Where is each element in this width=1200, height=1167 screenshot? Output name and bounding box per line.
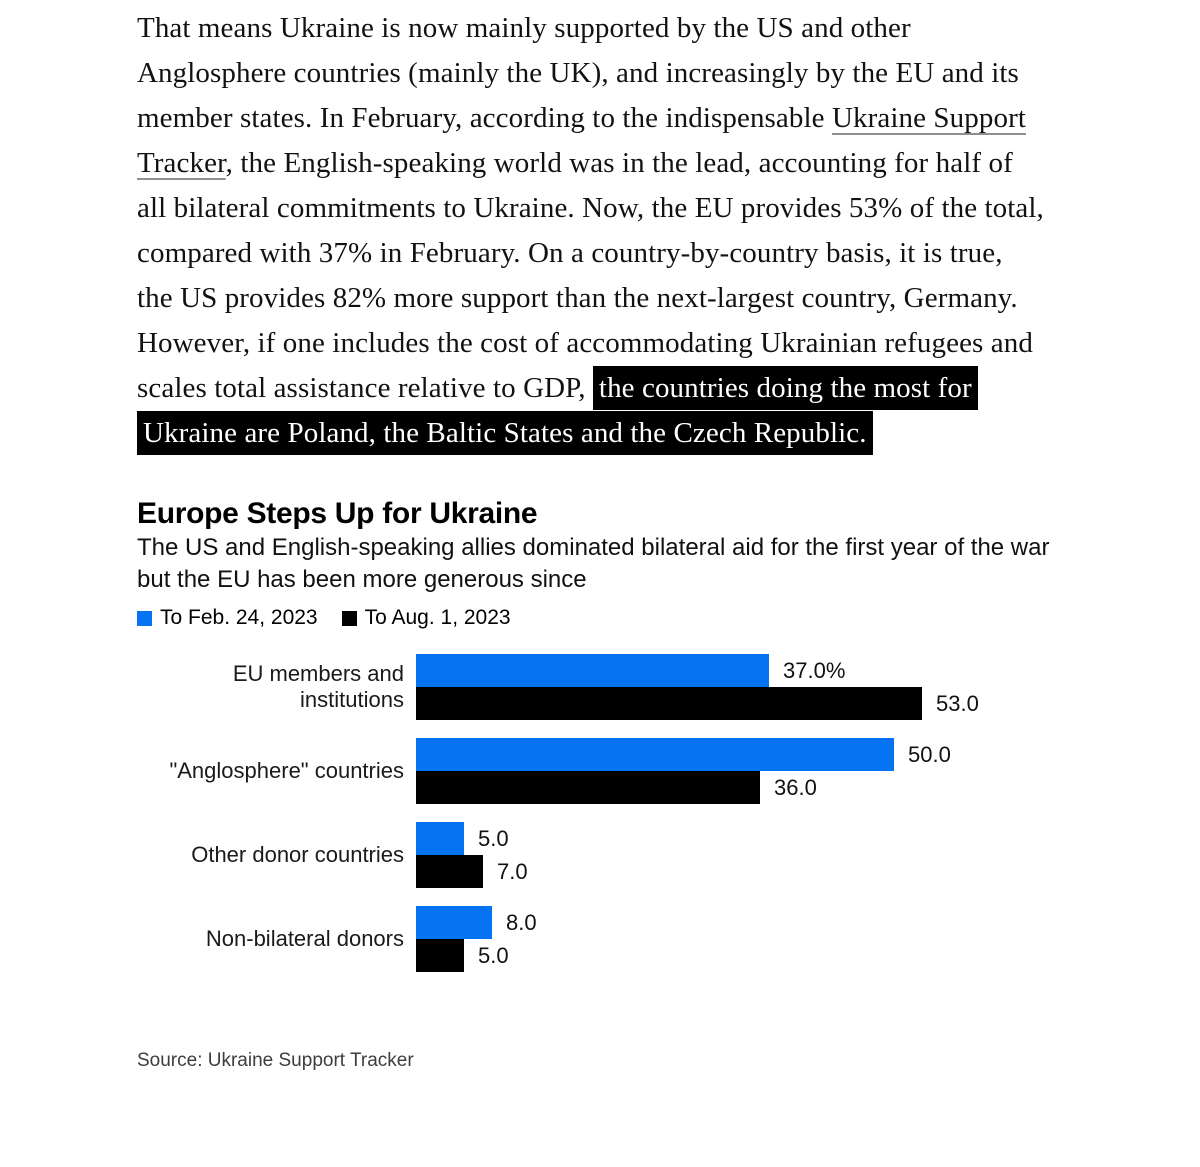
- bar-group: [137, 906, 1043, 972]
- bar-to-aug: [416, 771, 760, 804]
- legend-swatch-black-icon: [342, 611, 357, 626]
- bar-value-label: 5.0: [478, 825, 509, 851]
- legend-item-feb: [137, 606, 318, 630]
- category-label: "Anglosphere" countries: [169, 758, 404, 783]
- bar-row: [416, 687, 979, 720]
- bar-value-label: 50.0: [908, 741, 951, 767]
- chart-legend: [137, 606, 1043, 630]
- legend-label-feb: To Feb. 24, 2023: [160, 606, 318, 629]
- article-text-before-link: That means Ukraine is now mainly supported by the US and other Anglosphere countries (mainly the UK), and increasingly by the EU and its member states. In February, according to the indispensable: [137, 12, 1019, 134]
- bar-value-label: 8.0: [506, 909, 537, 935]
- bar-value-label: 7.0: [497, 858, 528, 884]
- bar-row: [416, 939, 537, 972]
- bar-value-label: 5.0: [478, 942, 509, 968]
- bar-row: [416, 822, 528, 855]
- chart-subtitle: The US and English-speaking allies dominated bilateral aid for the first year of the war but the EU has been more generous since: [137, 534, 1050, 593]
- bar-to-aug: [416, 855, 483, 888]
- bar-row: [416, 738, 951, 771]
- bar-value-label: 37.0%: [783, 657, 846, 683]
- category-label: Other donor countries: [191, 842, 404, 867]
- bar-to-aug: [416, 687, 922, 720]
- article-text-after-link: , the English-speaking world was in the lead, accounting for half of all bilateral commitments to Ukraine. Now, the EU provides 53% of the total, compared with 37% in February. On a country-by-country basis, it is true, the US provides 82% more support than the next-largest country, Germany. However, if one includes the cost of accommodating Ukrainian refugees and scales total assistance relative to GDP,: [137, 147, 1044, 404]
- bar-value-label: 53.0: [936, 690, 979, 716]
- bar-to-feb: [416, 654, 769, 687]
- bar-group: [137, 822, 1043, 888]
- bar-pair: [416, 738, 951, 804]
- bar-pair: [416, 906, 537, 972]
- chart-title: Europe Steps Up for Ukraine: [137, 497, 538, 530]
- bar-to-aug: [416, 939, 464, 972]
- highlighted-passage: the countries doing the most for Ukraine are Poland, the Baltic States and the Czech Republic.: [137, 366, 978, 455]
- chart-source: Source: Ukraine Support Tracker: [137, 1050, 414, 1071]
- bar-pair: [416, 654, 979, 720]
- bar-row: [416, 855, 528, 888]
- bar-to-feb: [416, 822, 464, 855]
- chart-rows: [137, 654, 1043, 972]
- chart-section: [137, 496, 1050, 1072]
- bar-to-feb: [416, 738, 894, 771]
- legend-item-aug: [342, 606, 511, 630]
- legend-label-aug: To Aug. 1, 2023: [364, 606, 511, 629]
- bar-row: [416, 906, 537, 939]
- article-paragraph: [137, 6, 1045, 456]
- bar-group: [137, 654, 1043, 720]
- ukraine-support-tracker-link[interactable]: Ukraine Support Tracker: [137, 102, 1026, 179]
- category-label: EU members and institutions: [232, 661, 404, 712]
- bar-pair: [416, 822, 528, 888]
- category-label: Non-bilateral donors: [205, 926, 404, 951]
- bar-row: [416, 654, 979, 687]
- bar-to-feb: [416, 906, 492, 939]
- legend-swatch-blue-icon: [137, 611, 152, 626]
- bar-row: [416, 771, 951, 804]
- bar-group: [137, 738, 1043, 804]
- bar-value-label: 36.0: [774, 774, 817, 800]
